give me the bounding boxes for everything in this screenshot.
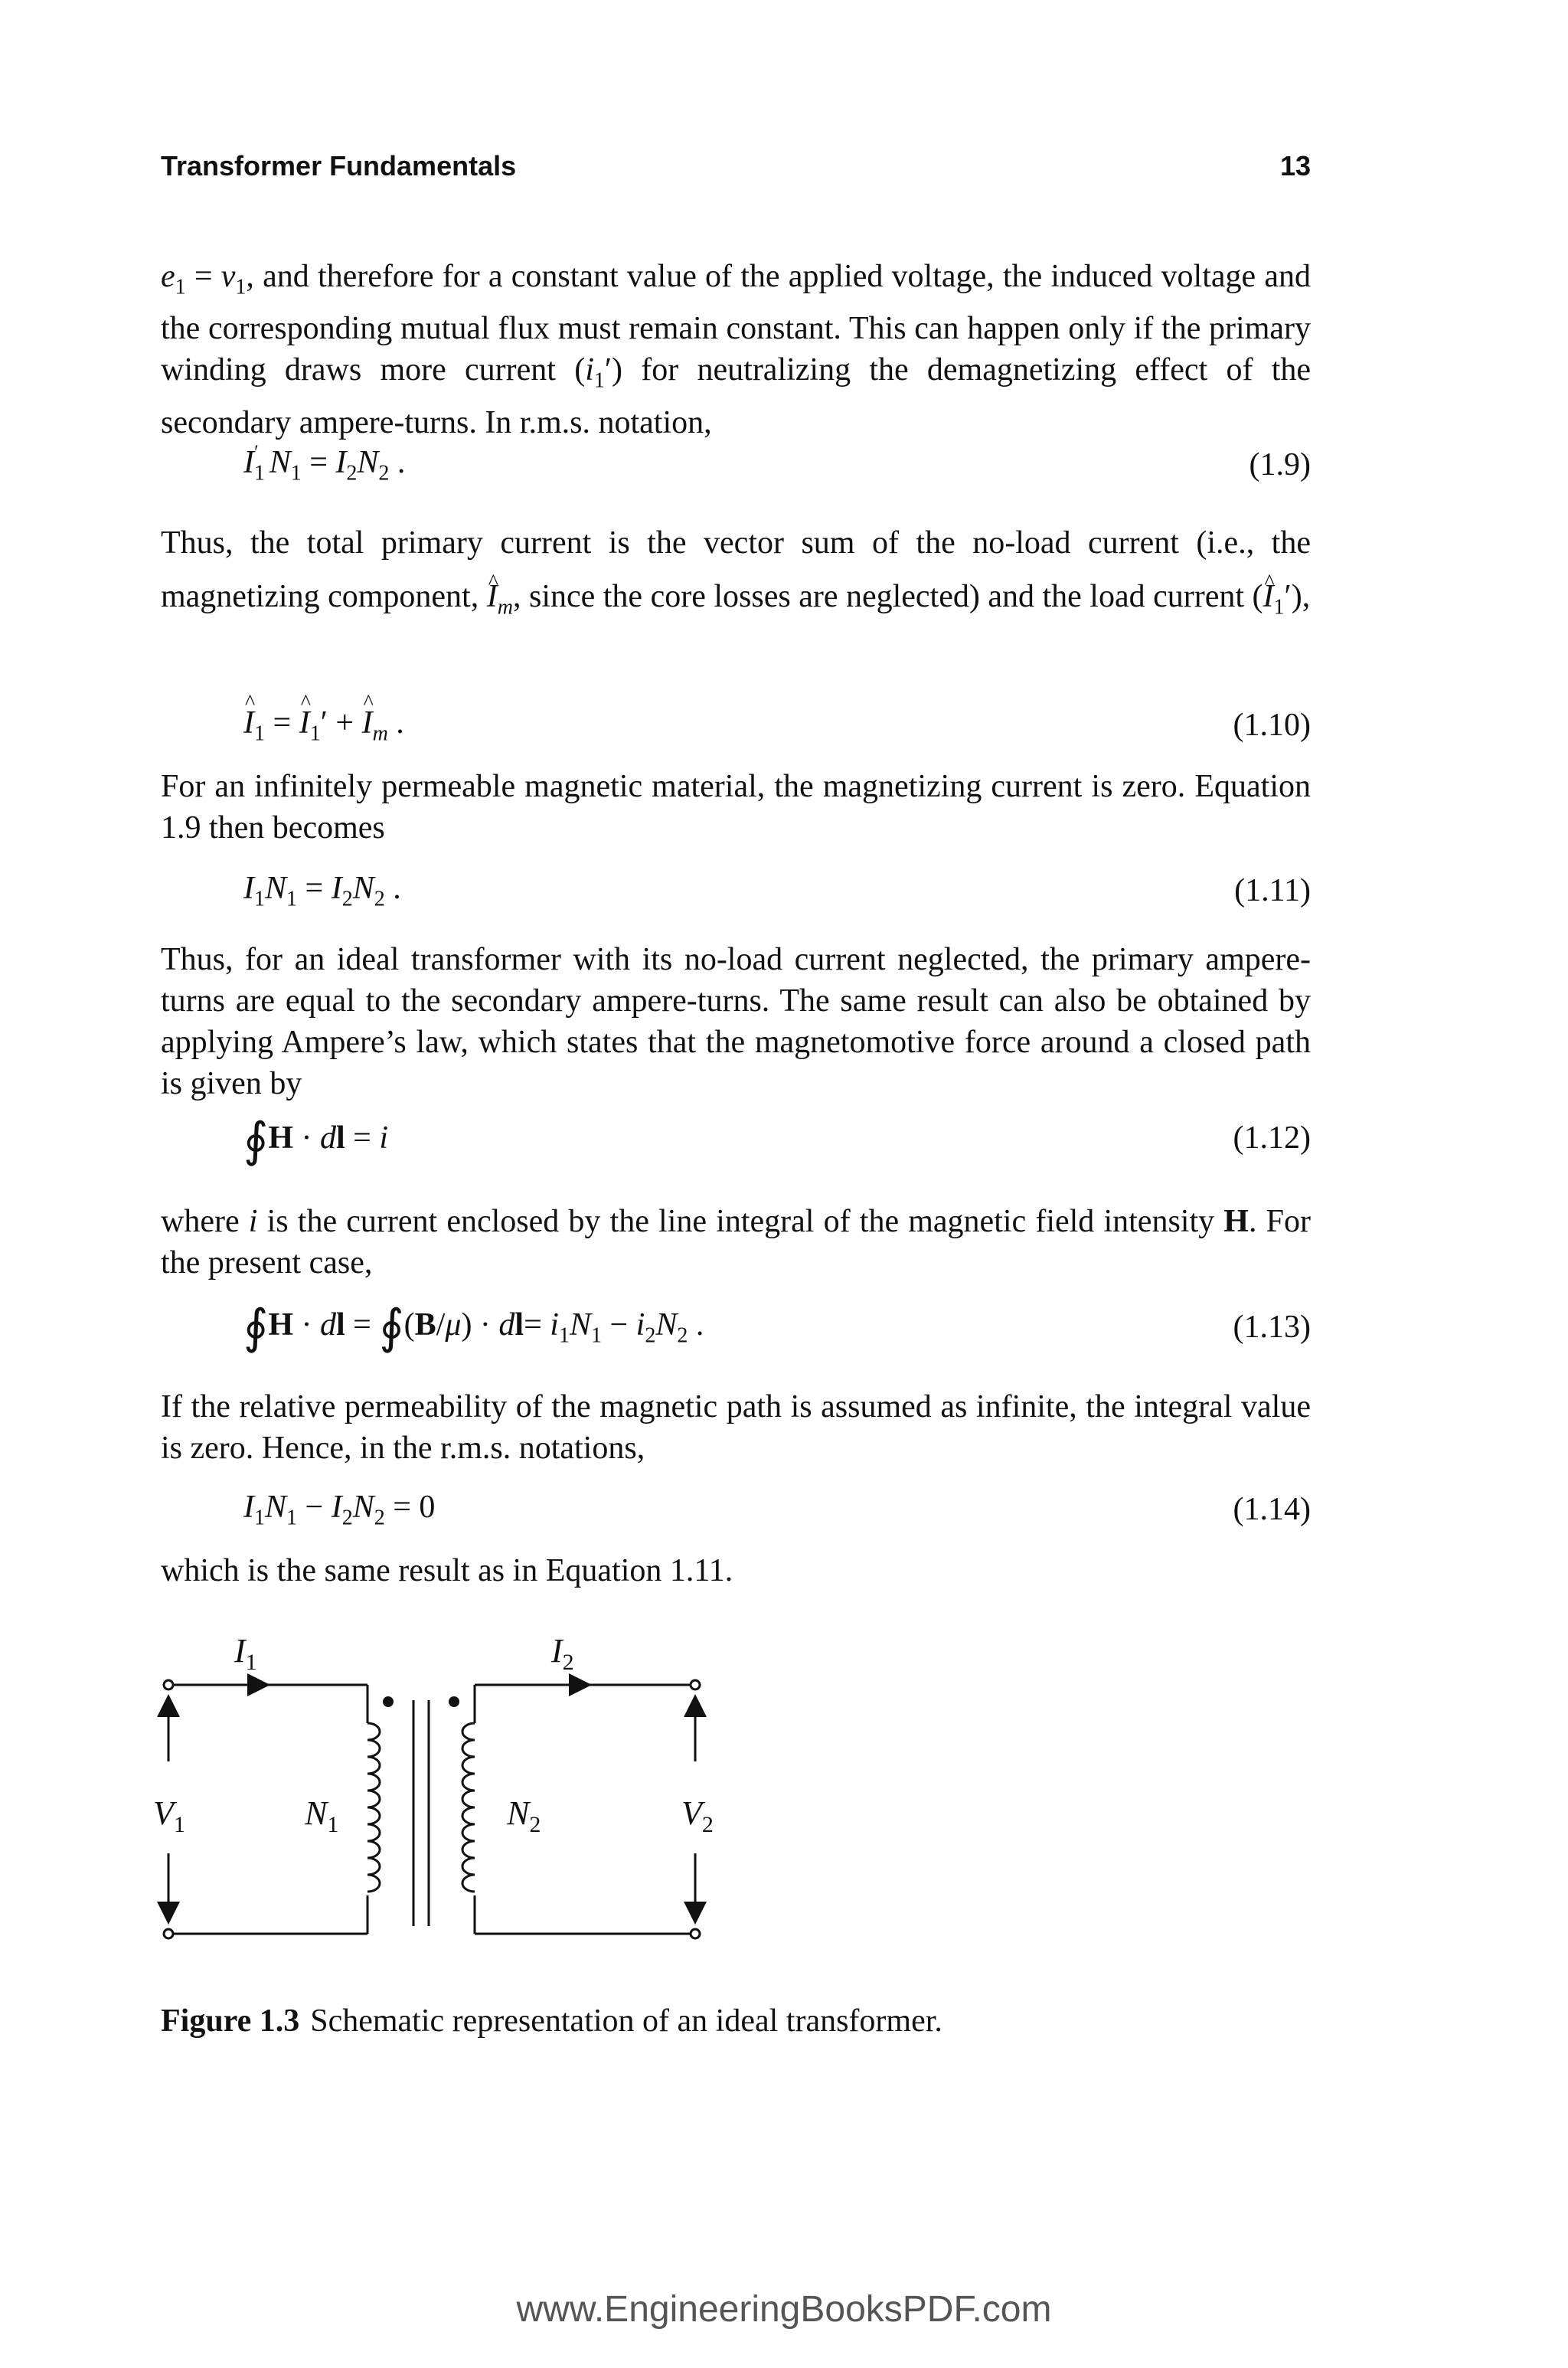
equation-1-12-number: (1.12)	[1233, 1120, 1311, 1156]
equation-1-13-number: (1.13)	[1233, 1310, 1311, 1346]
primary-coil	[368, 1723, 380, 1892]
equation-1-14-body: $I_1N_1 - I_2N_2 = 0$	[243, 1490, 436, 1530]
label-n2: $N_2$	[507, 1794, 541, 1837]
paragraph-2: Thus, the total primary current is the vector sum of the no-load current (i.e., the magnetizing component, ^ $I_m$, since the core losses are neglected) and the load current (^ $I_1'$),	[161, 516, 1311, 634]
paragraph-4: Thus, for an ideal transformer with its no-load current neglected, the primary ampere-turns are equal to the secondary ampere-turns. The same result can also be obtained by applying Ampere’s law, which states that the magnetomotive force around a closed path is given by	[161, 942, 1311, 1101]
label-i1: $I_1$	[234, 1632, 257, 1675]
label-i2: $I_2$	[551, 1632, 574, 1675]
paragraph-5: where i is the current enclosed by the line integral of the magnetic field intensity H. For the present case,	[161, 1204, 1311, 1280]
terminal-secondary-bottom	[691, 1929, 700, 1938]
figure-caption	[161, 2003, 942, 2039]
label-v1: $V_1$	[153, 1794, 185, 1837]
equation-1-9	[243, 441, 1311, 486]
paragraph-3: For an infinitely permeable magnetic material, the magnetizing current is zero. Equation 1.9 then becomes	[161, 769, 1311, 845]
equation-1-11-body: $I_1N_1 = I_2N_2$ .	[243, 871, 401, 911]
equation-1-11	[243, 870, 1311, 911]
equation-1-13-body: ∮H · dl = ∮(B/μ) · $dl= i_1N_1 - i_2N_2$ .	[243, 1301, 704, 1354]
primary-polarity-dot	[383, 1696, 394, 1707]
figure-caption-text: Schematic representation of an ideal transformer.	[310, 2003, 942, 2039]
footer-watermark-url: www.EngineeringBooksPDF.com	[516, 2289, 1052, 2330]
paragraph-1: $e_1 = v_1$, and therefore for a constant value of the applied voltage, the induced voltage and the corresponding mutual flux must remain constant. This can happen only if the primary winding draws more current $(i_1')$ for neutralizing the demagnetizing effect of the secondary ampere-turns. In r.m.s. notation,	[161, 259, 1311, 440]
equation-1-11-number: (1.11)	[1234, 873, 1311, 909]
terminal-secondary-top	[691, 1680, 700, 1689]
equation-1-9-number: (1.9)	[1249, 447, 1311, 483]
equation-1-12-body: ∮H · dl = i	[243, 1114, 389, 1167]
equation-1-9-body: $I_1'$ $N_1 = I_2N_2$ .	[243, 441, 406, 486]
running-title: Transformer Fundamentals	[161, 150, 517, 182]
equation-1-10	[243, 705, 1311, 746]
terminal-primary-top	[164, 1680, 173, 1689]
equation-1-13	[243, 1301, 1311, 1354]
running-header	[161, 150, 1311, 182]
figure-caption-label: Figure 1.3	[161, 2003, 300, 2039]
secondary-polarity-dot	[449, 1696, 459, 1707]
label-n1: $N_1$	[305, 1794, 339, 1837]
secondary-coil	[462, 1723, 475, 1892]
terminal-primary-bottom	[164, 1929, 173, 1938]
page-number: 13	[1279, 150, 1311, 182]
equation-1-10-number: (1.10)	[1233, 708, 1311, 744]
paragraph-7: which is the same result as in Equation 1.11.	[161, 1553, 733, 1588]
label-v2: $V_2$	[681, 1794, 714, 1837]
equation-1-10-body: ^ $I_1$ = ^ $I_1'$ + ^ $I_m$ .	[243, 705, 404, 746]
equation-1-14	[243, 1489, 1311, 1530]
paragraph-6: If the relative permeability of the magnetic path is assumed as infinite, the integral value is zero. Hence, in the r.m.s. notations,	[161, 1389, 1311, 1466]
transformer-schematic	[153, 1624, 735, 1961]
equation-1-14-number: (1.14)	[1233, 1492, 1311, 1528]
equation-1-12	[243, 1114, 1311, 1167]
